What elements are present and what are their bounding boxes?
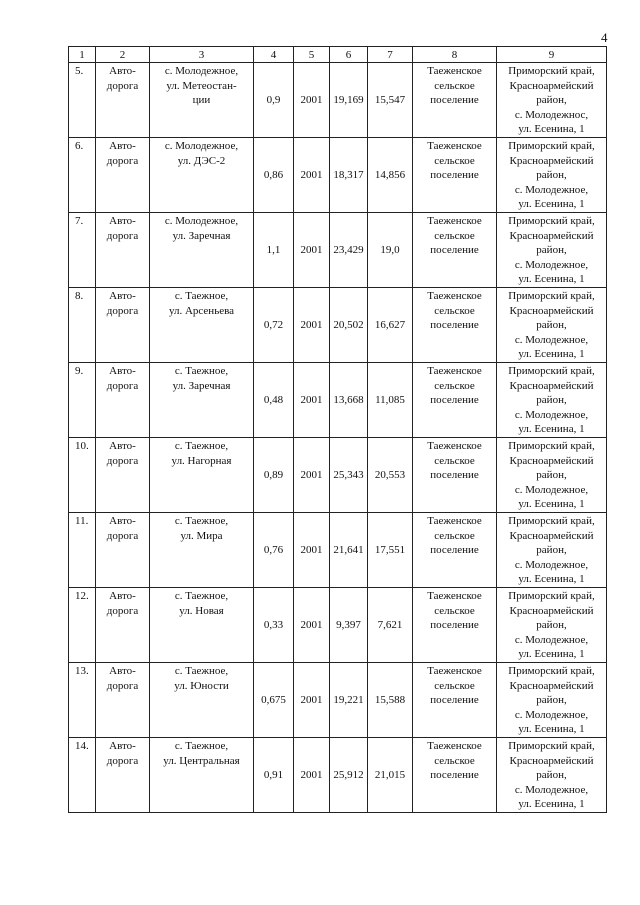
- cell-length: [254, 738, 294, 813]
- cell-owner-text: Таеженское сельское поселение: [427, 590, 482, 632]
- cell-owner: [413, 513, 497, 588]
- column-header: 5: [294, 47, 330, 63]
- cell-length-text: 0,76: [263, 543, 284, 556]
- cell-year-text: 2001: [300, 168, 323, 181]
- cell-value-2: [368, 363, 413, 438]
- table-row: [69, 438, 607, 513]
- cell-owner: [413, 663, 497, 738]
- column-header: 4: [254, 47, 294, 63]
- cell-number: [69, 663, 96, 738]
- table-row: [69, 213, 607, 288]
- cell-number: [69, 288, 96, 363]
- cell-value-1: [330, 438, 368, 513]
- cell-value-2: [368, 438, 413, 513]
- cell-length-text: 0,86: [263, 168, 284, 181]
- cell-owner: [413, 588, 497, 663]
- cell-number: [69, 213, 96, 288]
- cell-year-text: 2001: [300, 393, 323, 406]
- cell-length-text: 0,48: [263, 393, 284, 406]
- cell-value-1: [330, 363, 368, 438]
- cell-address: [497, 288, 607, 363]
- cell-value-1-text: 23,429: [333, 243, 364, 256]
- cell-address-text: Приморский край, Красноармейский район, с. Молодежное, ул. Есенина, 1: [508, 290, 595, 361]
- cell-number: [69, 363, 96, 438]
- cell-year: [294, 663, 330, 738]
- cell-value-2: [368, 513, 413, 588]
- cell-address-text: Приморский край, Красноармейский район, с. Молодежное, ул. Есенина, 1: [508, 740, 595, 811]
- cell-object-type-text: Авто- дорога: [106, 215, 139, 242]
- cell-value-1: [330, 588, 368, 663]
- cell-owner: [413, 288, 497, 363]
- cell-object-type: [96, 288, 150, 363]
- cell-year-text: 2001: [300, 468, 323, 481]
- column-header: 9: [497, 47, 607, 63]
- cell-number-text: 12.: [75, 590, 89, 602]
- cell-location-text: с. Таежное, ул. Юности: [174, 665, 229, 692]
- cell-length: [254, 438, 294, 513]
- cell-object-type: [96, 438, 150, 513]
- cell-location-text: с. Таежное, ул. Нагорная: [171, 440, 232, 467]
- cell-length-text: 0,675: [261, 693, 286, 706]
- cell-length: [254, 288, 294, 363]
- cell-address: [497, 138, 607, 213]
- cell-owner-text: Таеженское сельское поселение: [427, 515, 482, 557]
- cell-object-type: [96, 738, 150, 813]
- cell-year: [294, 363, 330, 438]
- cell-length-text: 1,1: [266, 243, 281, 256]
- table-row: [69, 138, 607, 213]
- cell-location-text: с. Таежное, ул. Новая: [174, 590, 229, 617]
- cell-address: [497, 363, 607, 438]
- cell-location: [150, 63, 254, 138]
- cell-number-text: 13.: [75, 665, 89, 677]
- cell-object-type: [96, 213, 150, 288]
- cell-object-type: [96, 663, 150, 738]
- cell-number: [69, 738, 96, 813]
- cell-address: [497, 513, 607, 588]
- cell-value-2: [368, 213, 413, 288]
- cell-value-1: [330, 63, 368, 138]
- cell-value-2: [368, 588, 413, 663]
- cell-value-1-text: 13,668: [333, 393, 364, 406]
- cell-owner: [413, 438, 497, 513]
- cell-length: [254, 663, 294, 738]
- cell-address-text: Приморский край, Красноармейский район, с. Молодежное, ул. Есенина, 1: [508, 215, 595, 286]
- cell-value-1-text: 19,169: [333, 93, 364, 106]
- cell-owner-text: Таеженское сельское поселение: [427, 440, 482, 482]
- cell-length-text: 0,91: [263, 768, 284, 781]
- cell-owner: [413, 63, 497, 138]
- cell-owner-text: Таеженское сельское поселение: [427, 215, 482, 257]
- cell-year-text: 2001: [300, 93, 323, 106]
- cell-year-text: 2001: [300, 618, 323, 631]
- cell-address-text: Приморский край, Красноармейский район, с. Молодежное, ул. Есенина, 1: [508, 515, 595, 586]
- cell-value-2: [368, 663, 413, 738]
- table-row: [69, 288, 607, 363]
- cell-number-text: 11.: [75, 515, 89, 527]
- cell-number: [69, 588, 96, 663]
- road-registry-table: [68, 46, 607, 813]
- cell-value-1-text: 20,502: [333, 318, 364, 331]
- cell-object-type: [96, 513, 150, 588]
- cell-number-text: 5.: [75, 65, 84, 77]
- cell-year: [294, 513, 330, 588]
- cell-value-2-text: 17,551: [374, 543, 406, 556]
- cell-address-text: Приморский край, Красноармейский район, с. Молодежное, ул. Есенина, 1: [508, 440, 595, 511]
- table-row: [69, 363, 607, 438]
- cell-value-1: [330, 138, 368, 213]
- cell-length-text: 0,33: [263, 618, 284, 631]
- table-row: [69, 738, 607, 813]
- cell-value-2-text: 20,553: [374, 468, 406, 481]
- cell-length: [254, 213, 294, 288]
- cell-year-text: 2001: [300, 318, 323, 331]
- cell-owner: [413, 138, 497, 213]
- cell-length: [254, 138, 294, 213]
- cell-object-type-text: Авто- дорога: [106, 290, 139, 317]
- column-header: 1: [69, 47, 96, 63]
- table-row: [69, 663, 607, 738]
- cell-value-1-text: 21,641: [333, 543, 364, 556]
- cell-object-type-text: Авто- дорога: [106, 515, 139, 542]
- cell-location: [150, 363, 254, 438]
- cell-value-1-text: 25,343: [333, 468, 364, 481]
- cell-owner: [413, 363, 497, 438]
- cell-location-text: с. Таежное, ул. Мира: [174, 515, 229, 542]
- cell-owner-text: Таеженское сельское поселение: [427, 290, 482, 332]
- cell-owner-text: Таеженское сельское поселение: [427, 740, 482, 782]
- cell-value-2-text: 16,627: [374, 318, 406, 331]
- cell-owner: [413, 738, 497, 813]
- cell-object-type-text: Авто- дорога: [106, 365, 139, 392]
- cell-location: [150, 438, 254, 513]
- cell-length: [254, 63, 294, 138]
- table-row: [69, 513, 607, 588]
- cell-location: [150, 588, 254, 663]
- cell-object-type: [96, 138, 150, 213]
- cell-value-1: [330, 288, 368, 363]
- cell-length: [254, 513, 294, 588]
- cell-location: [150, 738, 254, 813]
- cell-value-2: [368, 138, 413, 213]
- cell-object-type: [96, 363, 150, 438]
- cell-owner-text: Таеженское сельское поселение: [427, 665, 482, 707]
- cell-value-1: [330, 513, 368, 588]
- cell-location: [150, 288, 254, 363]
- cell-address-text: Приморский край, Красноармейский район, с. Молодежное, ул. Есенина, 1: [508, 665, 595, 736]
- cell-owner: [413, 213, 497, 288]
- cell-year-text: 2001: [300, 543, 323, 556]
- cell-value-2-text: 11,085: [375, 393, 405, 406]
- cell-number-text: 6.: [75, 140, 84, 152]
- page-number: 4: [601, 30, 608, 45]
- cell-address: [497, 438, 607, 513]
- cell-location: [150, 138, 254, 213]
- cell-location-text: с. Таежное, ул. Арсеньева: [168, 290, 235, 317]
- cell-location: [150, 663, 254, 738]
- cell-object-type: [96, 588, 150, 663]
- cell-number-text: 14.: [75, 740, 89, 752]
- cell-object-type-text: Авто- дорога: [106, 665, 139, 692]
- column-number-row: [69, 47, 607, 63]
- cell-value-2-text: 7,621: [377, 618, 403, 631]
- cell-number-text: 7.: [75, 215, 84, 227]
- table-row: [69, 63, 607, 138]
- cell-value-1-text: 25,912: [333, 768, 364, 781]
- cell-year: [294, 738, 330, 813]
- cell-location-text: с. Молодежное, ул. Заречная: [164, 215, 239, 242]
- cell-owner-text: Таеженское сельское поселение: [427, 65, 482, 107]
- cell-length: [254, 363, 294, 438]
- table-row: [69, 588, 607, 663]
- cell-location: [150, 213, 254, 288]
- cell-year-text: 2001: [300, 693, 323, 706]
- cell-length-text: 0,89: [263, 468, 284, 481]
- cell-value-1-text: 18,317: [333, 168, 364, 181]
- cell-number-text: 10.: [75, 440, 89, 452]
- cell-owner-text: Таеженское сельское поселение: [427, 365, 482, 407]
- cell-object-type-text: Авто- дорога: [106, 65, 139, 92]
- cell-value-2-text: 19,0: [380, 243, 400, 256]
- cell-number: [69, 438, 96, 513]
- cell-location-text: с. Молодежное, ул. Метеостан- ции: [164, 65, 239, 107]
- cell-number: [69, 513, 96, 588]
- cell-length-text: 0,72: [263, 318, 284, 331]
- cell-year: [294, 588, 330, 663]
- cell-year: [294, 213, 330, 288]
- cell-length-text: 0,9: [266, 93, 281, 106]
- cell-object-type: [96, 63, 150, 138]
- cell-owner-text: Таеженское сельское поселение: [427, 140, 482, 182]
- cell-object-type-text: Авто- дорога: [106, 440, 139, 467]
- cell-value-1: [330, 213, 368, 288]
- cell-year-text: 2001: [300, 243, 323, 256]
- cell-address-text: Приморский край, Красноармейский район, с. Молодежнос, ул. Есенина, 1: [508, 65, 595, 136]
- cell-address-text: Приморский край, Красноармейский район, с. Молодежное, ул. Есенина, 1: [508, 140, 595, 211]
- cell-year: [294, 138, 330, 213]
- cell-value-2-text: 15,588: [374, 693, 406, 706]
- column-header: 8: [413, 47, 497, 63]
- cell-value-2-text: 14,856: [374, 168, 406, 181]
- cell-value-1-text: 19,221: [333, 693, 364, 706]
- cell-value-1: [330, 663, 368, 738]
- cell-object-type-text: Авто- дорога: [106, 590, 139, 617]
- cell-number-text: 9.: [75, 365, 84, 377]
- cell-value-2-text: 15,547: [374, 93, 406, 106]
- cell-address: [497, 63, 607, 138]
- cell-value-1-text: 9,397: [336, 618, 361, 631]
- cell-address: [497, 213, 607, 288]
- cell-location-text: с. Таежное, ул. Центральная: [163, 740, 240, 767]
- cell-address-text: Приморский край, Красноармейский район, с. Молодежное, ул. Есенина, 1: [508, 590, 595, 661]
- cell-address: [497, 663, 607, 738]
- cell-value-2-text: 21,015: [374, 768, 406, 781]
- column-header: 2: [96, 47, 150, 63]
- column-header: 6: [330, 47, 368, 63]
- cell-year-text: 2001: [300, 768, 323, 781]
- cell-number: [69, 138, 96, 213]
- cell-value-1: [330, 738, 368, 813]
- cell-object-type-text: Авто- дорога: [106, 740, 139, 767]
- cell-location-text: с. Молодежное, ул. ДЭС-2: [164, 140, 239, 167]
- cell-value-2: [368, 288, 413, 363]
- cell-year: [294, 288, 330, 363]
- cell-address: [497, 588, 607, 663]
- column-header: 7: [368, 47, 413, 63]
- cell-number: [69, 63, 96, 138]
- cell-object-type-text: Авто- дорога: [106, 140, 139, 167]
- cell-location: [150, 513, 254, 588]
- column-header: 3: [150, 47, 254, 63]
- cell-number-text: 8.: [75, 290, 84, 302]
- cell-address-text: Приморский край, Красноармейский район, с. Молодежное, ул. Есенина, 1: [508, 365, 595, 436]
- cell-year: [294, 63, 330, 138]
- cell-address: [497, 738, 607, 813]
- cell-length: [254, 588, 294, 663]
- cell-value-2: [368, 738, 413, 813]
- cell-value-2: [368, 63, 413, 138]
- cell-location-text: с. Таежное, ул. Заречная: [172, 365, 231, 392]
- cell-year: [294, 438, 330, 513]
